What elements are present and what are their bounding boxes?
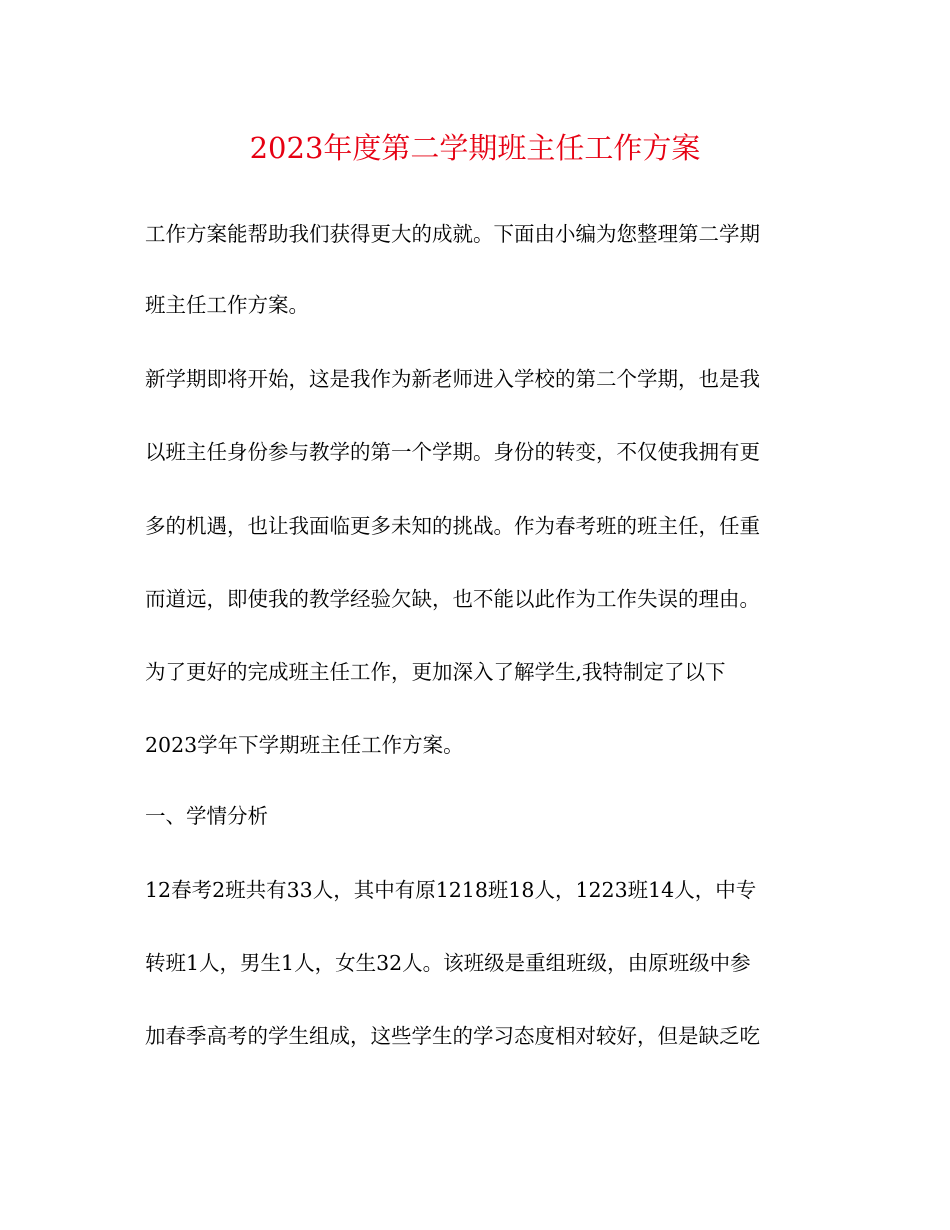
body-line-7: 为了更好的完成班主任工作，更加深入了解学生,我特制定了以下 — [145, 660, 726, 684]
body-line-8: 2023学年下学期班主任工作方案。 — [145, 733, 464, 757]
body-line-5: 多的机遇，也让我面临更多未知的挑战。作为春考班的班主任，任重 — [145, 514, 760, 538]
body-line-12: 加春季高考的学生组成，这些学生的学习态度相对较好，但是缺乏吃 — [145, 1024, 760, 1048]
body-line-4: 以班主任身份参与教学的第一个学期。身份的转变，不仅使我拥有更 — [145, 440, 760, 464]
body-line-2: 班主任工作方案。 — [145, 293, 309, 317]
body-line-11: 转班1人，男生1人，女生32人。该班级是重组班级，由原班级中参 — [145, 951, 751, 975]
body-line-3: 新学期即将开始，这是我作为新老师进入学校的第二个学期，也是我 — [145, 367, 760, 391]
body-line-6: 而道远，即使我的教学经验欠缺，也不能以此作为工作失误的理由。 — [145, 587, 760, 611]
body-line-10: 12春考2班共有33人，其中有原1218班18人，1223班14人，中专 — [145, 878, 757, 902]
section-heading-analysis: 一、学情分析 — [145, 804, 268, 828]
body-line-1: 工作方案能帮助我们获得更大的成就。下面由小编为您整理第二学期 — [145, 222, 760, 246]
document-title: 2023年度第二学期班主任工作方案 — [249, 131, 701, 165]
